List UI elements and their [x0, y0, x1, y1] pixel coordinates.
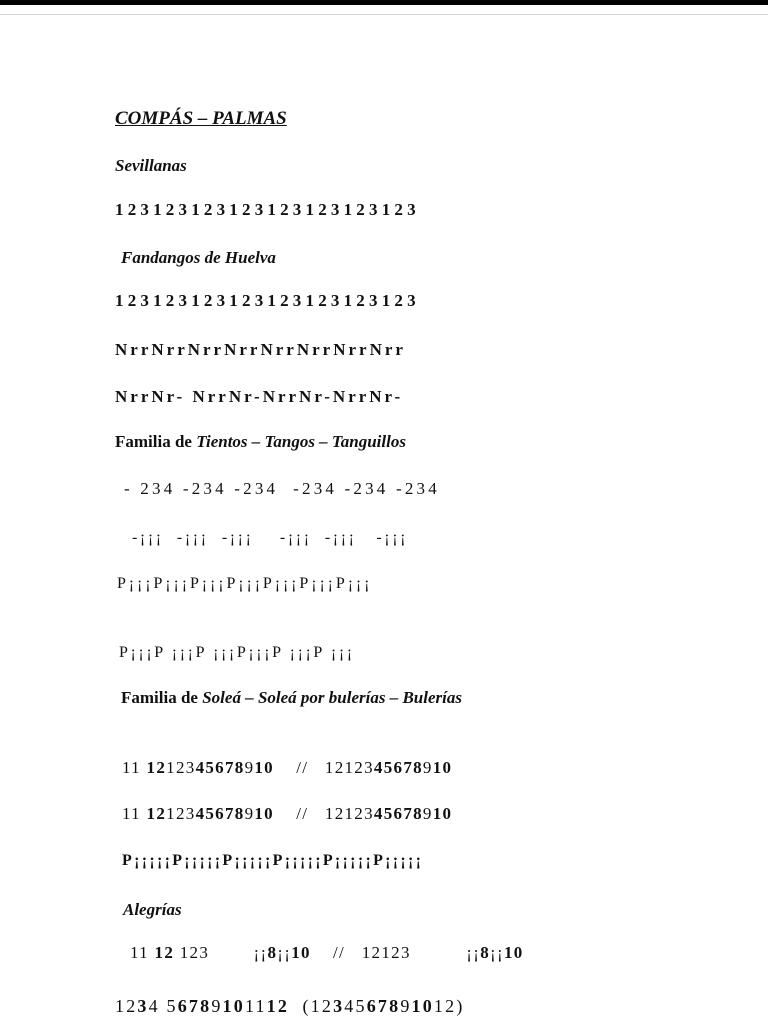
beat: 45 [344, 996, 367, 1016]
tientos-palmas-line-3: P¡¡¡P ¡¡¡P ¡¡¡P¡¡¡P ¡¡¡P ¡¡¡ [119, 644, 355, 661]
palma: ¡¡ [466, 943, 481, 962]
beat: 9 [244, 758, 255, 777]
fandangos-accent-line-2: NrrNr- NrrNr-NrrNr-NrrNr- [115, 387, 404, 406]
beat-accent: 3 [333, 996, 345, 1016]
beat-accent: 45 [373, 804, 394, 823]
beat-accent: 678 [177, 996, 212, 1016]
scan-edge-line [0, 14, 768, 15]
beat-accent: 45 [373, 758, 394, 777]
beat: 123 [179, 943, 210, 962]
palma: ¡¡ [490, 943, 504, 962]
solea-heading [121, 689, 462, 706]
beat-accent: 12 [146, 804, 167, 823]
separator: // [296, 758, 309, 777]
scan-top-border [0, 0, 768, 5]
beat: 9 [211, 996, 223, 1016]
alegrias-count-row-1 [130, 944, 524, 961]
beat: 9 [422, 804, 433, 823]
beat: 12 [115, 996, 138, 1016]
beat: 123 [166, 758, 196, 777]
tientos-count: - 234 -234 -234 -234 -234 -234 [124, 479, 440, 498]
beat: 9 [244, 804, 255, 823]
beat-accent: 8 [267, 943, 278, 962]
tientos-palmas-line-2: P¡¡¡P¡¡¡P¡¡¡P¡¡¡P¡¡¡P¡¡¡P¡¡¡ [117, 575, 373, 592]
beat: 11 [122, 804, 141, 823]
beat: 9 [422, 758, 433, 777]
beat-accent: 10 [432, 758, 453, 777]
fandangos-accent-line: NrrNrrNrrNrrNrrNrrNrrNrr [115, 340, 406, 359]
beat: 11 [122, 758, 141, 777]
beat-accent: 10 [254, 758, 274, 777]
beat: 123 [344, 804, 374, 823]
beat-accent: 10 [254, 804, 274, 823]
beat-accent: 10 [291, 943, 311, 962]
palma: ¡¡ [277, 943, 292, 962]
beat: 12 [361, 943, 382, 962]
solea-heading-prefix: Familia de [121, 688, 203, 707]
alegrias-count-row-2 [115, 997, 465, 1015]
sevillanas-count: 123123123123123123123123 [115, 200, 420, 219]
solea-count-row-1 [122, 759, 452, 776]
tientos-heading-prefix: Familia de [115, 432, 197, 451]
tientos-palmas-line-1: -¡¡¡ -¡¡¡ -¡¡¡ -¡¡¡ -¡¡¡ -¡¡¡ [132, 529, 409, 546]
solea-heading-names: Soleá – Soleá por bulerías – Bulerías [202, 688, 462, 707]
beat: 12 [324, 758, 345, 777]
beat-accent: 12 [146, 758, 167, 777]
beat: 123 [381, 943, 411, 962]
beat-accent: 45678 [195, 804, 245, 823]
beat-group-open: (12 [302, 996, 334, 1016]
beat: 11 [244, 996, 267, 1016]
sevillanas-heading: Sevillanas [115, 156, 187, 175]
beat-accent: 10 [222, 996, 245, 1016]
page-title: COMPÁS – PALMAS [115, 108, 287, 129]
separator: // [333, 943, 346, 962]
beat: 123 [344, 758, 374, 777]
beat-group-close: 12) [433, 996, 465, 1016]
beat-accent: 678 [393, 804, 423, 823]
beat: 4 5 [148, 996, 178, 1016]
beat: 9 [400, 996, 412, 1016]
beat: 11 [130, 943, 149, 962]
beat-accent: 12 [154, 943, 175, 962]
palma: ¡¡ [253, 943, 268, 962]
beat-accent: 45678 [195, 758, 245, 777]
beat-accent: 3 [137, 996, 149, 1016]
solea-count-row-2 [122, 805, 452, 822]
beat-accent: 10 [503, 943, 524, 962]
beat-accent: 678 [366, 996, 401, 1016]
separator: // [296, 804, 309, 823]
tientos-heading [115, 433, 406, 450]
beat-accent: 12 [266, 996, 290, 1016]
fandangos-count: 123123123123123123123123 [115, 291, 420, 310]
beat-accent: 678 [393, 758, 423, 777]
alegrias-heading: Alegrías [123, 900, 182, 919]
beat-accent: 8 [480, 943, 490, 962]
tientos-heading-names: Tientos – Tangos – Tanguillos [196, 432, 406, 451]
beat: 123 [166, 804, 196, 823]
beat-accent: 10 [432, 804, 453, 823]
solea-palmas-line: P¡¡¡¡¡P¡¡¡¡¡P¡¡¡¡¡P¡¡¡¡¡P¡¡¡¡¡P¡¡¡¡¡ [122, 852, 424, 869]
beat-accent: 10 [411, 996, 434, 1016]
fandangos-heading: Fandangos de Huelva [121, 248, 276, 267]
beat: 12 [324, 804, 345, 823]
